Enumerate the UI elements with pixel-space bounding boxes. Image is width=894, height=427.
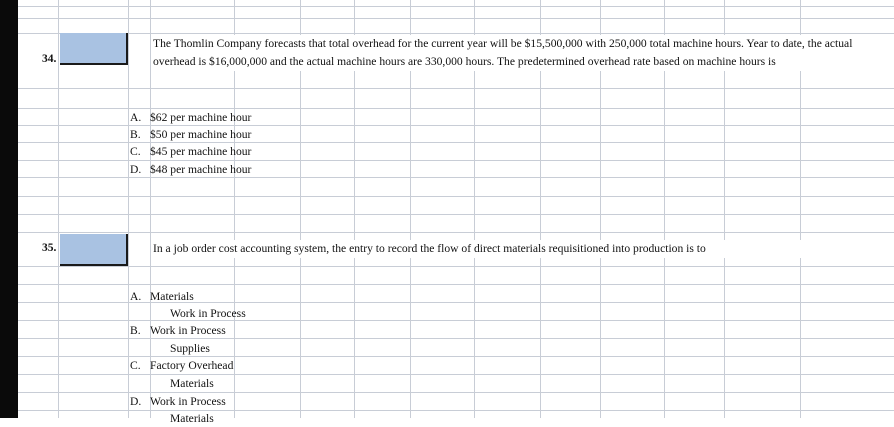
option-letter: B. (130, 128, 141, 141)
option-debit: Work in Process (150, 395, 226, 408)
question-35-text: In a job order cost accounting system, the entry to record the flow of direct materials requisitioned into production is to (153, 240, 893, 258)
window-edge-bar (0, 0, 18, 418)
question-35-answer-cell[interactable] (60, 234, 128, 266)
spreadsheet-area (18, 0, 894, 425)
option-letter: A. (130, 290, 142, 303)
question-34-text: The Thomlin Company forecasts that total overhead for the current year will be $15,500,000 with 250,000 total machine hours. Year to date, the actual overhead is $16,000,000 and the actual machine hours are 330,000 hours. The predetermined overhead rate based on machine hours is (153, 35, 893, 71)
question-35-number: 35. (42, 242, 57, 254)
question-35-option-a-credit: Work in Process (170, 307, 246, 320)
option-debit: Materials (150, 290, 194, 303)
grid-column-line (150, 0, 151, 418)
option-debit: Factory Overhead (150, 359, 234, 372)
question-35-option-d-credit: Materials (170, 412, 214, 425)
option-letter: D. (130, 163, 142, 176)
option-letter: D. (130, 395, 142, 408)
grid-column-line (128, 0, 129, 418)
option-text: $48 per machine hour (150, 163, 252, 176)
option-text: $62 per machine hour (150, 111, 252, 124)
option-letter: C. (130, 359, 141, 372)
grid-column-line (58, 0, 59, 418)
question-35-option-c-credit: Materials (170, 377, 214, 390)
option-letter: C. (130, 145, 141, 158)
option-debit: Work in Process (150, 324, 226, 337)
question-34-answer-cell[interactable] (60, 33, 128, 65)
option-text: $50 per machine hour (150, 128, 252, 141)
option-letter: A. (130, 111, 142, 124)
question-35-option-b-credit: Supplies (170, 342, 210, 355)
option-letter: B. (130, 324, 141, 337)
question-34-number: 34. (42, 53, 57, 65)
option-text: $45 per machine hour (150, 145, 252, 158)
